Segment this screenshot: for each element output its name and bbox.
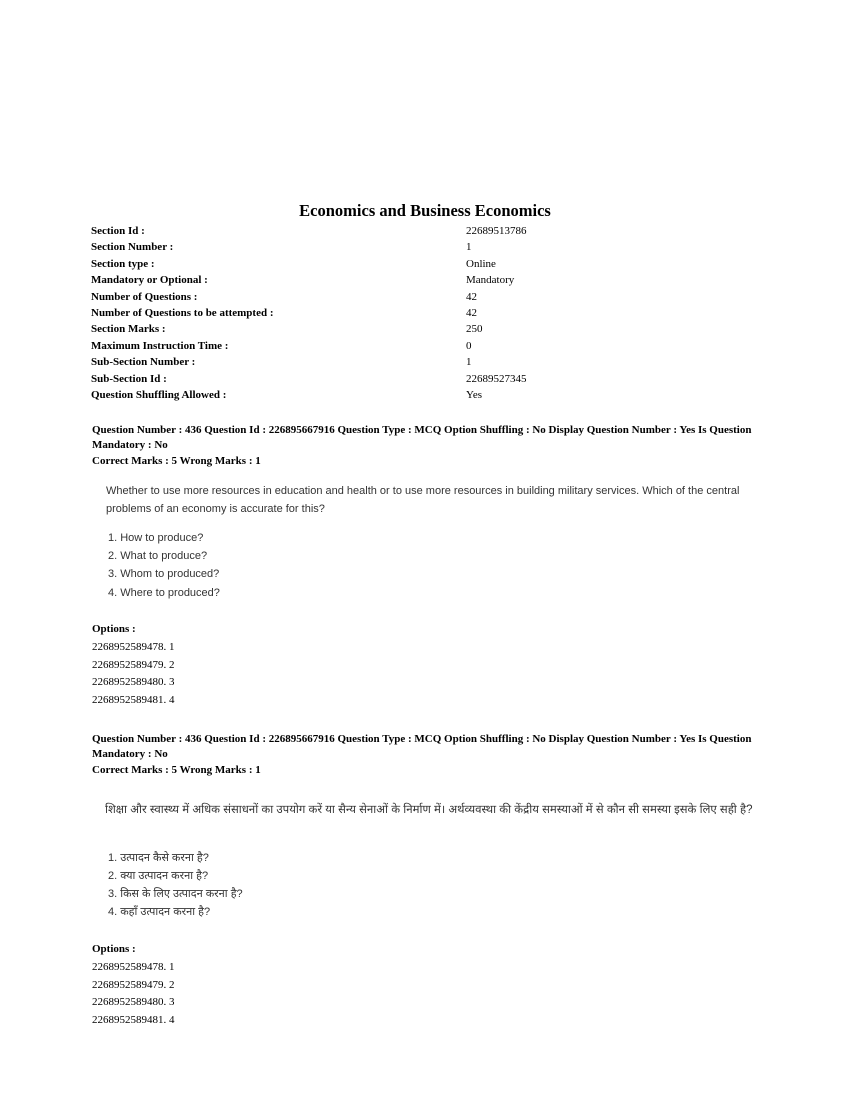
option-id: 2268952589478. 1 xyxy=(92,960,175,973)
choice-item: 1. How to produce? xyxy=(108,532,204,544)
info-value: 22689513786 xyxy=(466,225,527,237)
options-block xyxy=(92,941,175,1030)
option-id: 2268952589480. 3 xyxy=(92,676,175,689)
info-value: Online xyxy=(466,257,496,270)
question-header xyxy=(92,423,772,469)
info-row-section-id xyxy=(91,223,591,239)
info-row-subsection-number xyxy=(91,354,591,370)
info-label: Section type : xyxy=(91,257,155,270)
option-id: 2268952589478. 1 xyxy=(92,640,175,653)
question-header xyxy=(92,732,772,778)
info-row-section-marks xyxy=(91,321,591,337)
info-value: Yes xyxy=(466,388,483,401)
section-info-table xyxy=(91,223,591,403)
info-value: 42 xyxy=(466,306,477,319)
options-label: Options : xyxy=(92,623,136,635)
option-id: 2268952589481. 4 xyxy=(92,694,175,707)
info-row-num-questions xyxy=(91,289,591,305)
info-value: Mandatory xyxy=(466,274,515,287)
option-id: 2268952589479. 2 xyxy=(92,658,175,671)
choice-item: 2. What to produce? xyxy=(108,550,208,563)
choice-item: 4. Where to produced? xyxy=(108,586,220,599)
choice-item: 2. क्या उत्पादन करना है? xyxy=(108,870,209,882)
info-label: Section Number : xyxy=(91,241,174,254)
info-label: Question Shuffling Allowed : xyxy=(91,388,227,401)
question-marks: Correct Marks : 5 Wrong Marks : 1 xyxy=(92,455,261,467)
info-label: Sub-Section Number : xyxy=(91,356,196,369)
choice-item: 3. किस के लिए उत्पादन करना है? xyxy=(108,888,243,900)
info-row-section-type xyxy=(91,256,591,272)
info-value: 42 xyxy=(466,290,477,303)
choice-item: 1. उत्पादन कैसे करना है? xyxy=(108,852,209,864)
info-label: Number of Questions : xyxy=(91,290,198,303)
option-id: 2268952589479. 2 xyxy=(92,978,175,991)
question-meta: Question Number : 436 Question Id : 226895667916 Question Type : MCQ Option Shuffling : No Display Question Number : Yes Is Question Mandatory : No xyxy=(92,424,752,451)
option-id: 2268952589480. 3 xyxy=(92,996,175,1009)
info-value: 22689527345 xyxy=(466,372,527,385)
info-label: Section Id : xyxy=(91,225,145,237)
info-label: Maximum Instruction Time : xyxy=(91,339,229,352)
info-value: 0 xyxy=(466,339,472,352)
question-text: Whether to use more resources in education and health or to use more resources in building military services. Which of the central problems of an economy is accurate for this? xyxy=(106,485,740,515)
info-row-instruction-time xyxy=(91,338,591,354)
question-text: शिक्षा और स्वास्थ्य में अधिक संसाधनों का उपयोग करें या सैन्य सेनाओं के निर्माण में। अर्थव्यवस्था की केंद्रीय समस्याओं में से कौन सी समस्या इसके लिए सही है? xyxy=(105,804,753,816)
options-block xyxy=(92,621,175,710)
option-id: 2268952589481. 4 xyxy=(92,1014,175,1027)
info-row-mandatory xyxy=(91,272,591,288)
info-value: 250 xyxy=(466,323,483,336)
info-label: Sub-Section Id : xyxy=(91,372,167,385)
info-value: 1 xyxy=(466,356,472,369)
info-row-shuffling xyxy=(91,387,591,403)
choice-item: 3. Whom to produced? xyxy=(108,568,220,581)
info-label: Section Marks : xyxy=(91,323,166,336)
info-row-section-number xyxy=(91,239,591,255)
info-label: Number of Questions to be attempted : xyxy=(91,306,274,319)
question-marks: Correct Marks : 5 Wrong Marks : 1 xyxy=(92,764,261,776)
info-value: 1 xyxy=(466,241,472,254)
info-row-subsection-id xyxy=(91,371,591,387)
choice-item: 4. कहाँ उत्पादन करना है? xyxy=(108,906,211,918)
info-label: Mandatory or Optional : xyxy=(91,274,208,287)
page-title: Economics and Business Economics xyxy=(299,201,551,220)
question-choices xyxy=(108,849,243,921)
info-row-num-attempted xyxy=(91,305,591,321)
question-choices xyxy=(108,529,220,602)
options-label: Options : xyxy=(92,943,136,955)
question-meta: Question Number : 436 Question Id : 226895667916 Question Type : MCQ Option Shuffling : No Display Question Number : Yes Is Question Mandatory : No xyxy=(92,733,752,760)
